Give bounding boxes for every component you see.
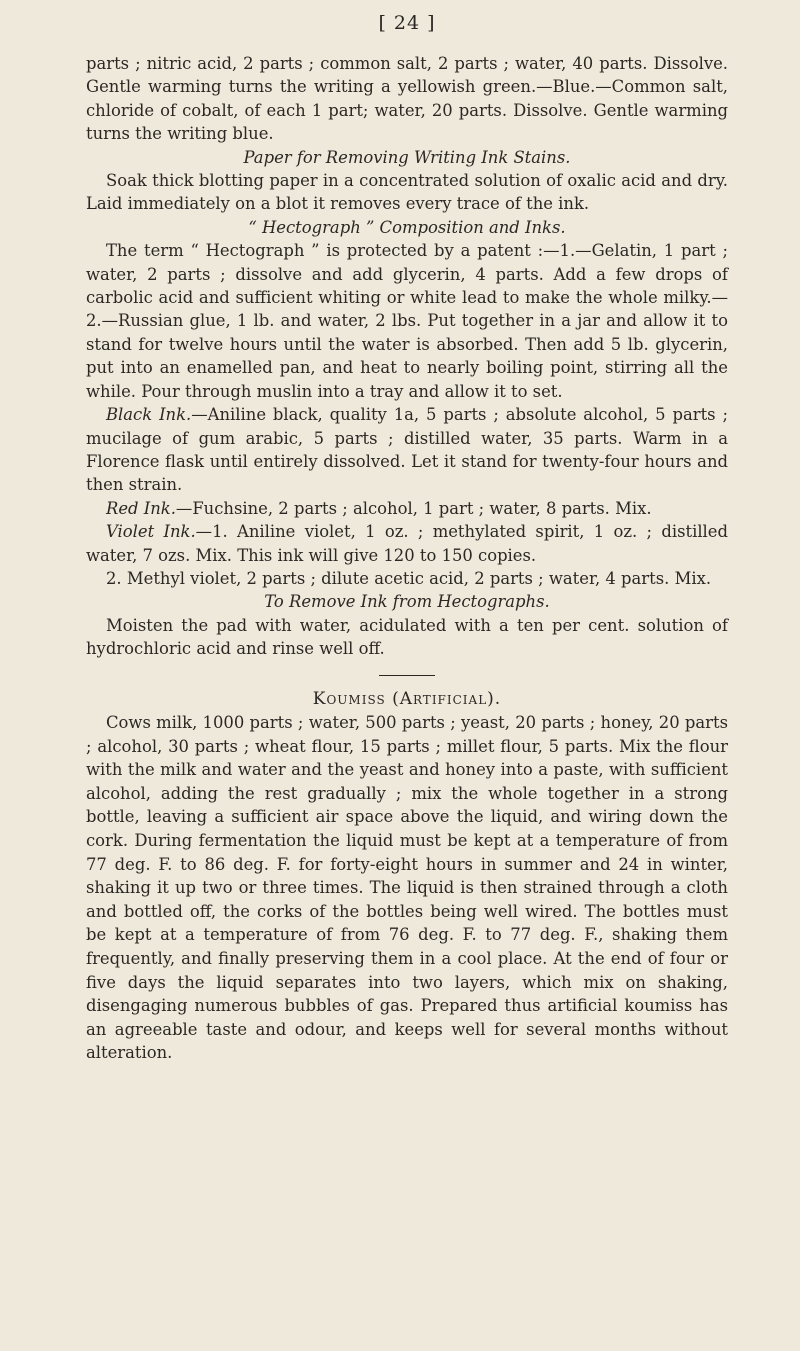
- violet-ink-text: —1. Aniline violet, 1 oz. ; methylated spirit, 1 oz. ; distilled water, 7 ozs. Mix. This ink will give 120 to 150 copies.: [86, 522, 728, 565]
- paragraph-red-ink: [86, 497, 728, 520]
- heading-hectograph: “ Hectograph ” Composition and Inks.: [248, 217, 566, 237]
- violet-ink-lead: Violet Ink.: [106, 522, 196, 542]
- heading-koumiss: Koumiss (Artificial).: [312, 688, 502, 709]
- red-ink-lead: Red Ink.: [106, 498, 176, 518]
- paragraph-remove-ink-hectographs: Moisten the pad with water, acidulated with a ten per cent. solution of hydrochloric acid and rinse well off.: [86, 615, 728, 659]
- paragraph-paper-removing-ink: Soak thick blotting paper in a concentrated solution of oxalic acid and dry. Laid immediately on a blot it removes every trace of the ink.: [86, 171, 728, 214]
- paragraph-nitric-acid: parts ; nitric acid, 2 parts ; common salt, 2 parts ; water, 40 parts. Dissolve. Gentle warming turns the writing a yellowish green.—Blue.—Common salt, chloride of cobalt, of each 1 part; water, 20 parts. Dissolve. Gentle warming turns the writing blue.: [86, 54, 728, 144]
- black-ink-text: —Aniline black, quality 1a, 5 parts ; absolute alcohol, 5 parts ; mucilage of gum arabic, 5 parts ; distilled water, 35 parts. Warm in a Florence flask until entirely dissolved. Let it stand for twenty-four hours and then strain.: [86, 405, 728, 495]
- heading-paper-removing-ink: Paper for Removing Writing Ink Stains.: [243, 147, 571, 167]
- black-ink-lead: Black Ink.: [106, 405, 192, 425]
- paragraph-black-ink: [86, 403, 728, 497]
- section-divider: [379, 675, 435, 676]
- paragraph-violet-ink: [86, 520, 728, 567]
- red-ink-text: —Fuchsine, 2 parts ; alcohol, 1 part ; water, 8 parts. Mix.: [175, 498, 652, 518]
- paragraph-koumiss: Cows milk, 1000 parts ; water, 500 parts ; yeast, 20 parts ; honey, 20 parts ; alcohol, 30 parts ; wheat flour, 15 parts ; millet flour, 5 parts. Mix the flour with the milk and water and the yeast and honey into a paste, with sufficient alcohol, adding the rest gradually ; mix the whole together in a strong bottle, leaving a sufficient air space above the liquid, and wiring down the cork. During fermentation the liquid must be kept at a temperature of from 77 deg. F. to 86 deg. F. for forty-eight hours in summer and 24 in winter, shaking it up two or three times. The liquid is then strained through a cloth and bottled off, the corks of the bottles being well wired. The bottles must be kept at a temperature of from 76 deg. F. to 77 deg. F., shaking them frequently, and finally preserving them in a cool place. At the end of four or five days the liquid separates into two layers, which mix on shaking, disengaging numerous bubbles of gas. Prepared thus artificial koumiss has an agreeable taste and odour, and keeps well for several months without alteration.: [86, 712, 728, 1063]
- paragraph-methyl-violet: 2. Methyl violet, 2 parts ; dilute acetic acid, 2 parts ; water, 4 parts. Mix.: [106, 568, 712, 588]
- page-number: [ 24 ]: [378, 12, 436, 34]
- heading-remove-ink-hectographs: To Remove Ink from Hectographs.: [264, 592, 550, 612]
- koumiss-section: [86, 688, 728, 1065]
- paragraph-hectograph: The term “ Hectograph ” is protected by a patent :—1.—Gelatin, 1 part ; water, 2 parts ; dissolve and add glycerin, 4 parts. Add a few drops of carbolic acid and sufficient whiting or white lead to make the whole milky.—2.—Russian glue, 1 lb. and water, 2 lbs. Put together in a jar and allow it to stand for twelve hours until the water is absorbed. Then add 5 lb. glycerin, put into an enamelled pan, and heat to nearly boiling point, stirring all the while. Pour through muslin into a tray and allow it to set.: [86, 241, 728, 401]
